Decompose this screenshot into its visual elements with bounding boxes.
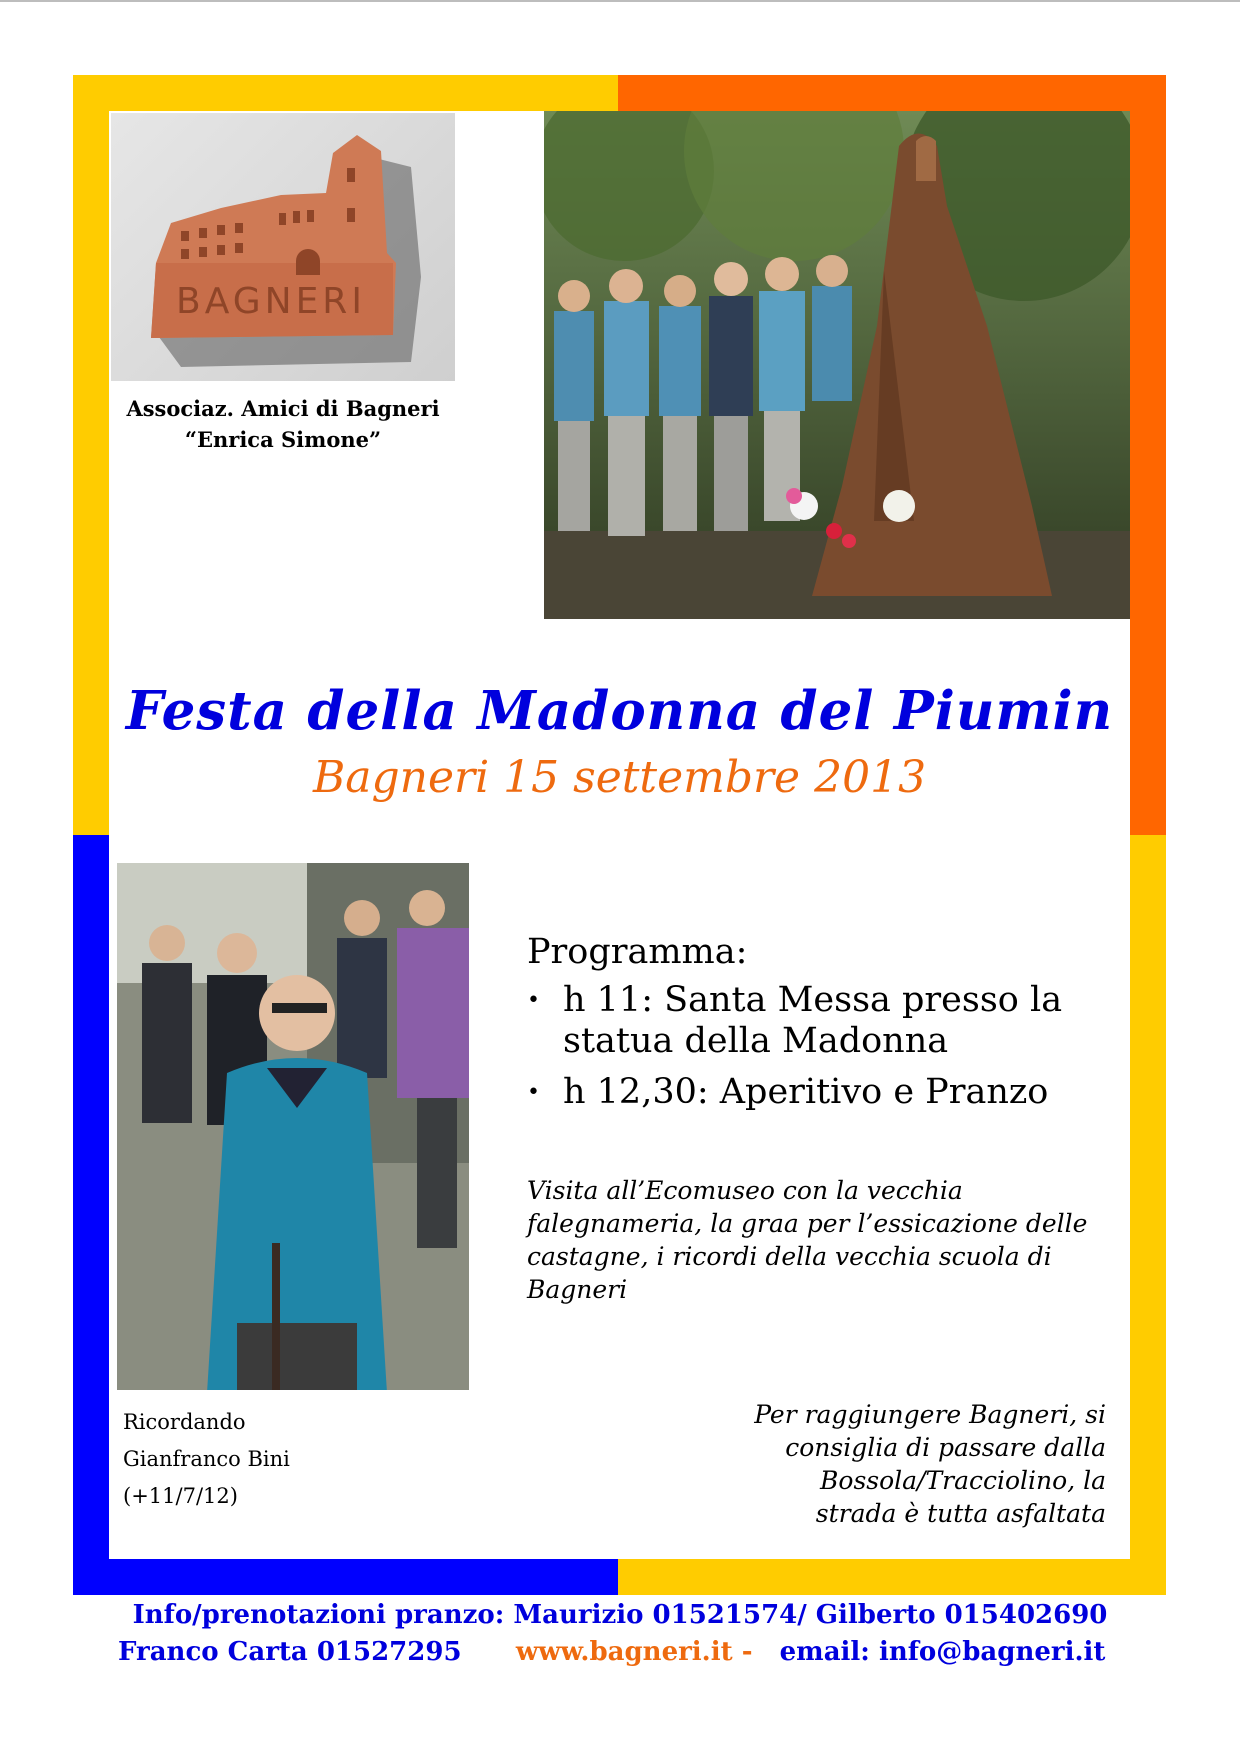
event-title: Festa della Madonna del Piumin	[125, 680, 1114, 742]
program-heading: Programma:	[527, 932, 748, 972]
association-line-2: “Enrica Simone”	[184, 427, 382, 452]
association-name	[98, 393, 468, 455]
program-list	[527, 980, 1117, 1123]
memorial-date: (+11/7/12)	[123, 1484, 238, 1508]
email-link[interactable]: email: info@bagneri.it	[779, 1637, 1106, 1667]
terracotta-church-icon	[111, 113, 455, 381]
directions-note	[640, 1398, 1106, 1530]
visit-line: falegnameria, la graa per l’essicazione delle	[527, 1209, 1088, 1238]
booking-info: Info/prenotazioni pranzo: Maurizio 01521574/ Gilberto 015402690	[132, 1600, 1108, 1630]
top-border-line	[0, 0, 1240, 2]
photo-gianfranco-bini	[117, 863, 469, 1390]
ecomuseum-visit-note	[527, 1174, 1127, 1306]
program-item-line: statua della Madonna	[563, 1021, 949, 1061]
program-item-line: h 12,30: Aperitivo e Pranzo	[563, 1072, 1049, 1112]
bullet-icon: •	[527, 988, 540, 1013]
svg-text:BAGNERI: BAGNERI	[176, 281, 366, 322]
visit-line: Visita all’Ecomuseo con la vecchia	[527, 1176, 963, 1205]
visit-line: castagne, i ricordi della vecchia scuola di	[527, 1242, 1052, 1271]
route-line: Bossola/Tracciolino, la	[820, 1466, 1106, 1495]
separator: -	[741, 1637, 753, 1667]
event-date: Bagneri 15 settembre 2013	[312, 752, 927, 803]
visit-line: Bagneri	[527, 1275, 628, 1304]
route-line: consiglia di passare dalla	[785, 1433, 1106, 1462]
route-line: Per raggiungere Bagneri, si	[754, 1400, 1106, 1429]
memorial-person-illustration	[117, 863, 469, 1390]
choir-statue-illustration	[544, 111, 1130, 619]
route-line: strada è tutta asfaltata	[815, 1499, 1106, 1528]
memorial-caption	[123, 1404, 290, 1515]
program-item-line: h 11: Santa Messa presso la	[563, 980, 1063, 1020]
bullet-icon: •	[527, 1080, 540, 1105]
bagneri-terracotta-logo	[111, 113, 455, 381]
program-item-lunch	[527, 1072, 1117, 1113]
photo-choir-madonna-statue	[544, 111, 1130, 619]
contact-phone: Franco Carta 01527295	[118, 1637, 462, 1667]
memorial-name: Gianfranco Bini	[123, 1447, 290, 1471]
contact-info	[118, 1637, 1105, 1667]
website-link[interactable]: www.bagneri.it	[515, 1637, 733, 1667]
association-line-1: Associaz. Amici di Bagneri	[126, 396, 440, 421]
memorial-line: Ricordando	[123, 1410, 246, 1434]
program-item-mass	[527, 980, 1117, 1062]
